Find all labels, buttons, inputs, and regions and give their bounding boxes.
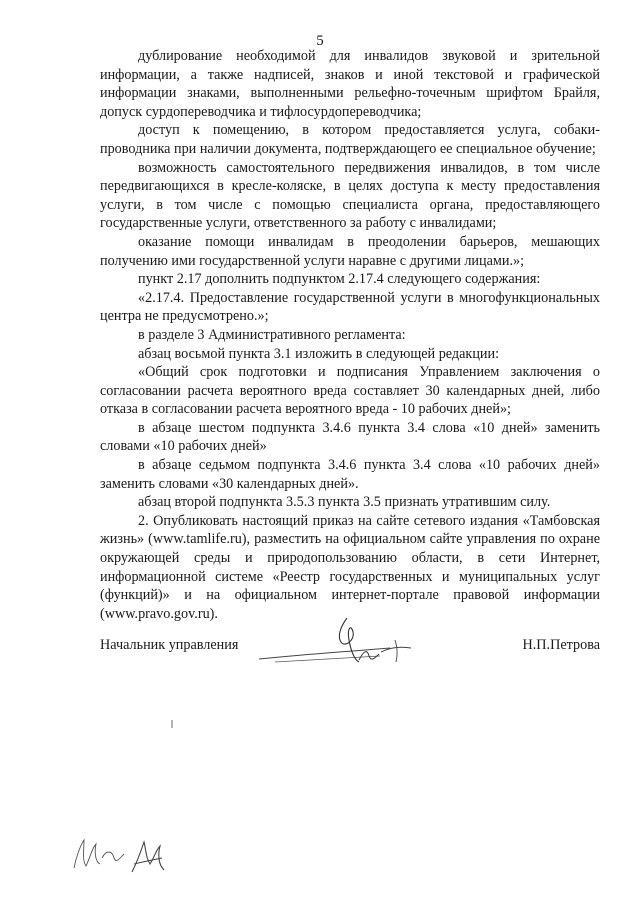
document-body [100,47,600,623]
paragraph: доступ к помещению, в котором предоставляется услуга, собаки-проводника при наличии документа, подтверждающего ее специальное обучение; [100,122,600,157]
handwritten-initials [70,828,170,880]
signatory-name: Н.П.Петрова [522,637,600,653]
paragraph: 2. Опубликовать настоящий приказ на сайте сетевого издания «Тамбовская жизнь» (www.tamlife.ru), разместить на официальном сайте управления по охране окружающей среды и природопользованию области, в сети Интернет, информационной системе «Реестр государственных и муниципальных услуг (функций)» и на официальном интернет-портале правовой информации (www.pravo.gov.ru). [100,512,600,622]
paragraph: возможность самостоятельного передвижения инвалидов, в том числе передвигающихся в кресле-коляске, в целях доступа к месту предоставления услуги, в том числе с помощью специалиста органа, предоставляющего государственные услуги, ответственного за работу с инвалидами; [100,159,600,232]
paragraph: в абзаце седьмом подпункта 3.4.6 пункта 3.4 слова «10 рабочих дней» заменить словами «30 календарных дней». [100,457,600,492]
paragraph: в абзаце шестом подпункта 3.4.6 пункта 3.4 слова «10 дней» заменить словами «10 рабочих дней» [100,419,600,455]
paragraph: абзац второй подпункта 3.5.3 пункта 3.5 признать утратившим силу. [138,494,551,511]
handwritten-signature [255,612,420,670]
signatory-title: Начальник управления [100,637,239,653]
paragraph: абзац восьмой пункта 3.1 изложить в следующей редакции: [138,345,500,362]
paragraph: оказание помощи инвалидам в преодолении барьеров, мешающих получению ими государственной услуги наравне с другими лицами.»; [100,233,600,269]
paragraph: пункт 2.17 дополнить подпунктом 2.17.4 следующего содержания: [138,271,541,288]
paragraph: дублирование необходимой для инвалидов звуковой и зрительной информации, а также надписей, знаков и иной текстовой и графической информации знаками, выполненными рельефно-точечным шрифтом Брайля, допуск сурдопереводчика и тифлосурдопереводчика; [100,48,600,120]
paragraph: «Общий срок подготовки и подписания Управлением заключения о согласовании расчета вероятного вреда составляет 30 календарных дней, либо отказа в согласовании расчета вероятного вреда - 10 рабочих дней»; [100,364,600,418]
page-number: 5 [316,33,324,49]
paragraph: в разделе 3 Административного регламента: [138,326,406,343]
scan-mark [170,715,174,723]
paragraph: «2.17.4. Предоставление государственной услуги в многофункциональных центра не предусмотрено.»; [100,289,600,325]
